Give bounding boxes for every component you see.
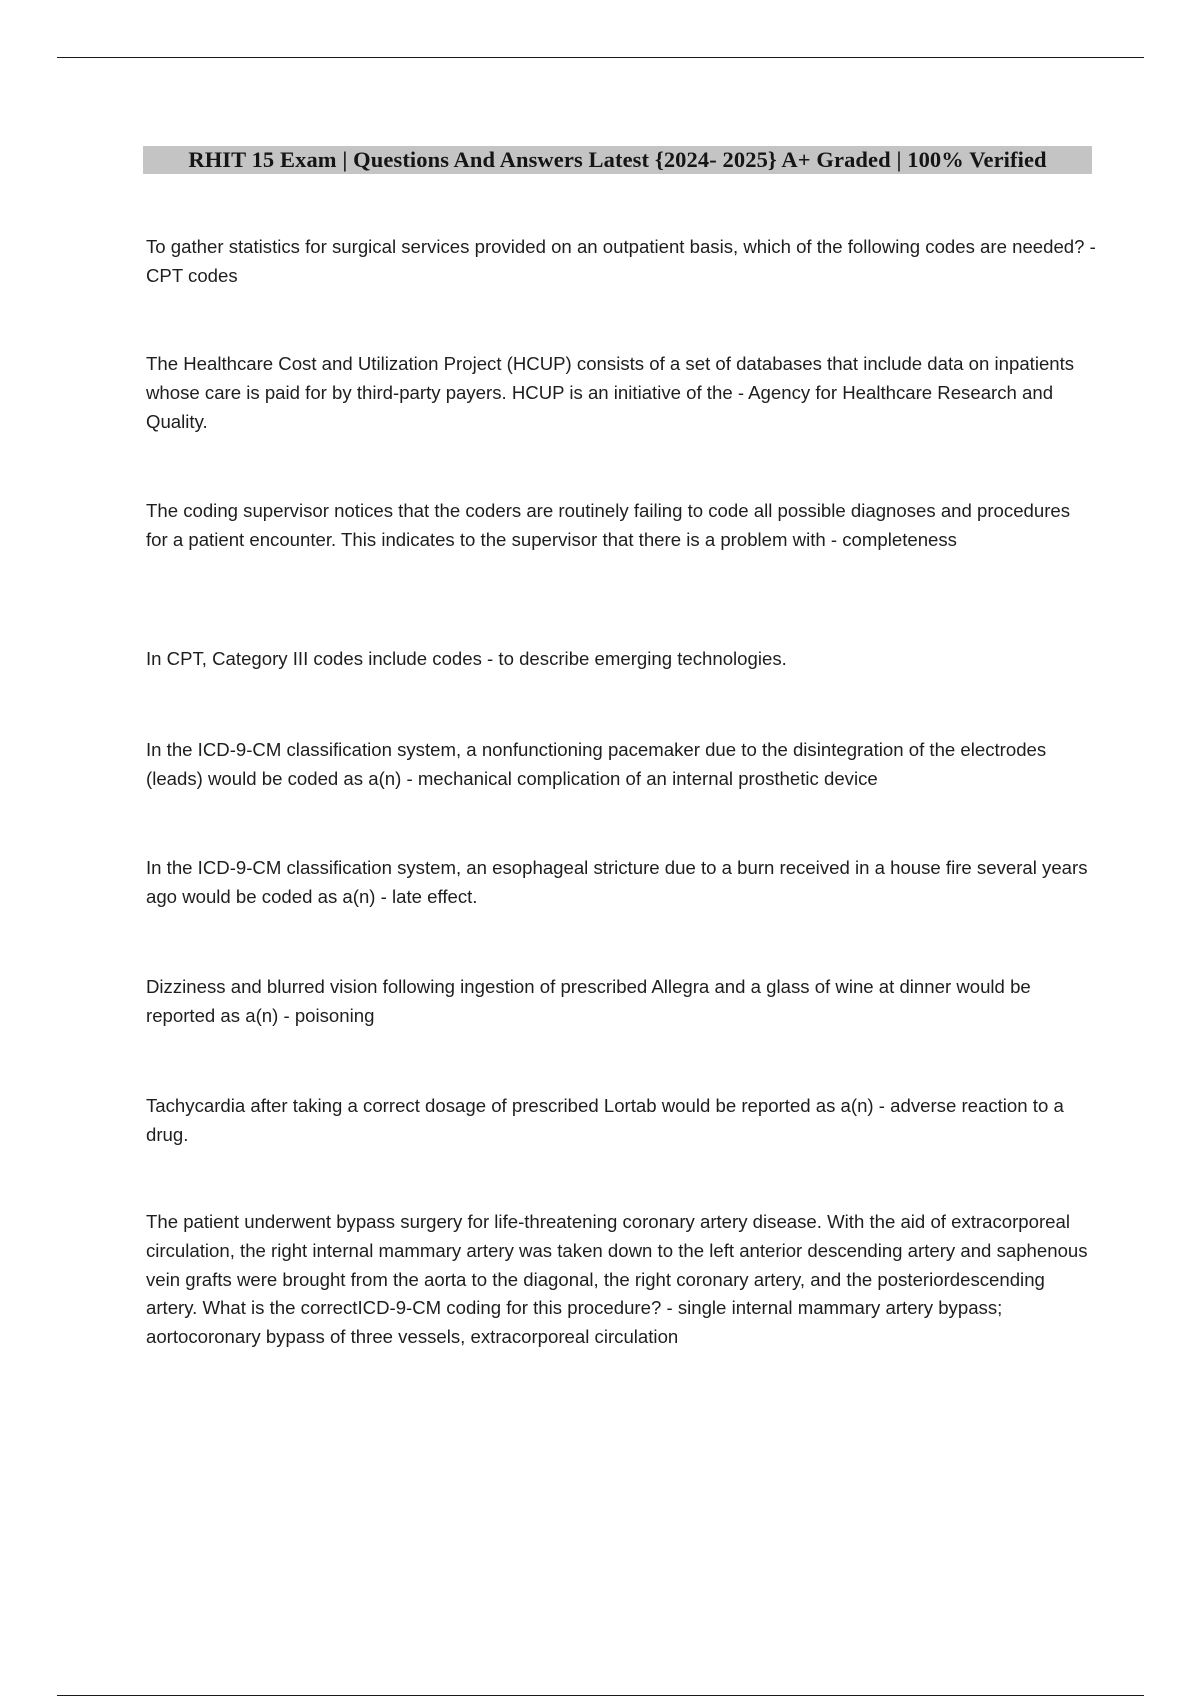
question-answer-8: Tachycardia after taking a correct dosage of prescribed Lortab would be reported as a(n) - adverse reaction to a drug. (146, 1095, 1064, 1145)
question-answer-2: The Healthcare Cost and Utilization Project (HCUP) consists of a set of databases that include data on inpatients whose care is paid for by third-party payers. HCUP is an initiative of the - Agency for Healthcare Research and Quality. (146, 353, 1075, 432)
question-answer-6: In the ICD-9-CM classification system, an esophageal stricture due to a burn received in a house fire several years ago would be coded as a(n) - late effect. (146, 857, 1088, 907)
document-title: RHIT 15 Exam | Questions And Answers Latest {2024- 2025} A+ Graded | 100% Verified (188, 147, 1047, 172)
question-answer-4: In CPT, Category III codes include codes - to describe emerging technologies. (146, 648, 787, 669)
question-answer-7: Dizziness and blurred vision following ingestion of prescribed Allegra and a glass of wine at dinner would be reported as a(n) - poisoning (146, 976, 1031, 1026)
footer-rule (57, 1695, 1144, 1696)
question-answer-3: The coding supervisor notices that the coders are routinely failing to code all possible diagnoses and procedures for a patient encounter. This indicates to the supervisor that there is a problem with - completeness (146, 500, 1071, 550)
question-answer-9: The patient underwent bypass surgery for life-threatening coronary artery disease. With the aid of extracorporeal circulation, the right internal mammary artery was taken down to the left anterior descending artery and saphenous vein grafts were brought from the aorta to the diagonal, the right coronary artery, and the posteriordescending artery. What is the correctICD-9-CM coding for this procedure? - single internal mammary artery bypass; aortocoronary bypass of three vessels, extracorporeal circulation (146, 1211, 1088, 1348)
document-title-banner (143, 146, 1092, 174)
header-rule (57, 57, 1144, 58)
question-answer-1: To gather statistics for surgical services provided on an outpatient basis, which of the following codes are needed? - CPT codes (146, 236, 1096, 286)
question-answer-5: In the ICD-9-CM classification system, a nonfunctioning pacemaker due to the disintegration of the electrodes (leads) would be coded as a(n) - mechanical complication of an internal prosthetic device (146, 739, 1047, 789)
